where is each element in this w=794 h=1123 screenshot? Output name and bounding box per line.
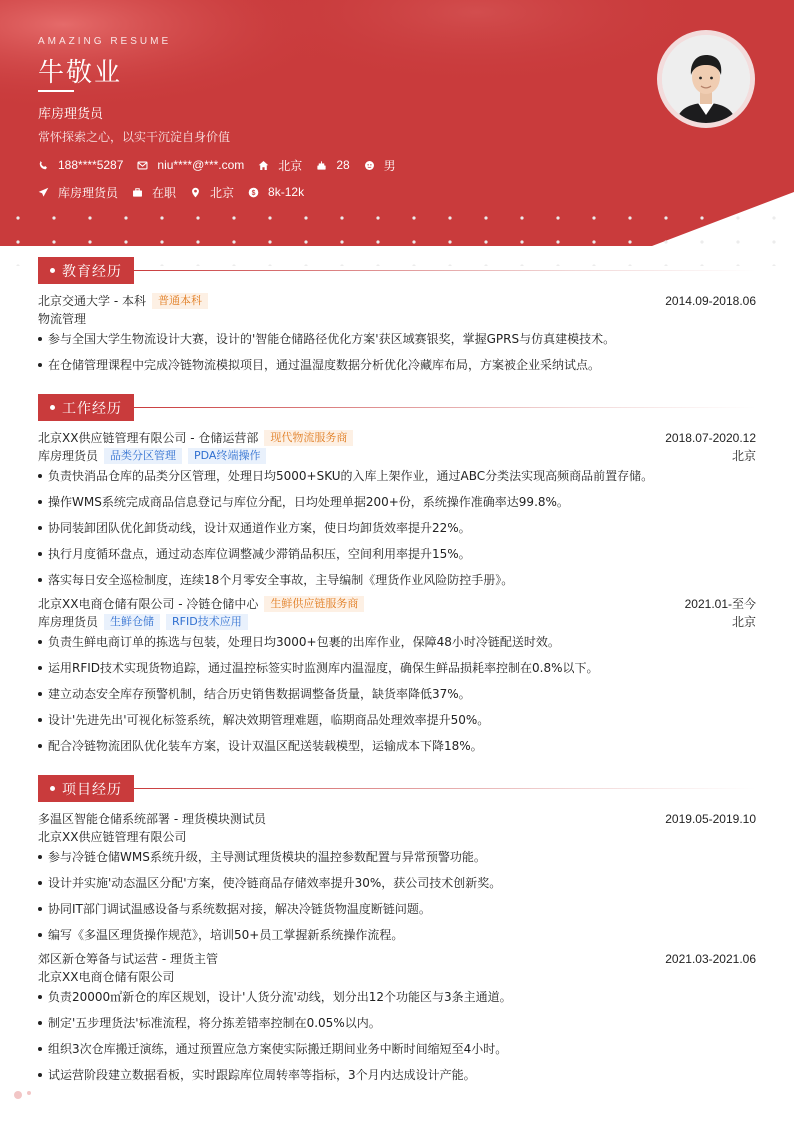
gender-text: 男 — [383, 158, 396, 173]
intent-position-item — [38, 184, 118, 200]
location-pin-icon — [190, 187, 201, 198]
contact-row — [38, 157, 410, 173]
job-role: 库房理货员 — [38, 615, 99, 629]
project-entry — [38, 950, 756, 967]
project-name: 郊区新仓筹备与试运营 - 理货主管 — [38, 952, 218, 966]
list-item: 设计并实施'动态温区分配'方案，使冷链商品存储效率提升30%，获公司技术创新奖。 — [38, 874, 756, 891]
avatar-frame — [657, 30, 755, 128]
list-item: 负责20000㎡新仓的库区规划，设计'人货分流'动线，划分出12个功能区与3条主通道。 — [38, 988, 756, 1005]
job-city: 北京 — [731, 449, 756, 463]
project-section-header — [38, 775, 756, 802]
job-role-line — [38, 613, 756, 630]
hometown-text: 北京 — [278, 158, 303, 173]
job-dates: 2021.01-至今 — [684, 597, 756, 611]
home-icon — [258, 160, 269, 171]
list-item: 建立动态安全库存预警机制，结合历史销售数据调整备货量，缺货率降低37%。 — [38, 685, 756, 702]
project-company-line — [38, 968, 756, 985]
project-heading-tag — [38, 775, 134, 802]
job-title: 库房理货员 — [38, 107, 104, 122]
project-company-line — [38, 828, 756, 845]
email-item — [137, 157, 244, 173]
list-item: 编写《多温区理货操作规范》，培训50+员工掌握新系统操作流程。 — [38, 926, 756, 943]
candidate-name: 牛敬业 — [38, 58, 123, 88]
work-heading: 工作经历 — [62, 400, 122, 417]
company-line: 北京XX供应链管理有限公司 - 仓储运营部 — [38, 431, 259, 445]
gender-icon — [364, 160, 375, 171]
list-item: 落实每日安全巡检制度，连续18个月零安全事故，主导编制《理货作业风险防控手册》。 — [38, 571, 756, 588]
section-divider — [134, 407, 756, 408]
list-item: 配合冷链物流团队优化装车方案，设计双温区配送装载模型，运输成本下降18%。 — [38, 737, 756, 754]
list-item: 协同装卸团队优化卸货动线，设计双通道作业方案，使日均卸货效率提升22%。 — [38, 519, 756, 536]
bullet-dot — [50, 405, 55, 410]
education-heading-tag — [38, 257, 134, 284]
work-heading-tag — [38, 394, 134, 421]
list-item: 设计'先进先出'可视化标签系统，解决效期管理难题，临期商品处理效率提升50%。 — [38, 711, 756, 728]
mail-icon — [137, 160, 148, 171]
intent-city-item — [190, 184, 234, 200]
list-item: 参与全国大学生物流设计大赛，设计的'智能仓储路径优化方案'获区域赛银奖，掌握GPRS与仿真建模技术。 — [38, 330, 756, 347]
intent-city-text: 北京 — [210, 185, 235, 200]
section-divider — [134, 788, 756, 789]
intent-position-text: 库房理货员 — [58, 185, 119, 200]
company-line: 北京XX电商仓储有限公司 - 冷链仓储中心 — [38, 597, 259, 611]
salary-item — [248, 184, 304, 200]
phone-item — [38, 157, 123, 173]
bullet-dot — [50, 268, 55, 273]
list-item: 组织3次仓库搬迁演练，通过预置应急方案使实际搬迁期间业务中断时间缩短至4小时。 — [38, 1040, 756, 1057]
job-entry — [38, 429, 756, 446]
svg-text:$: $ — [251, 189, 256, 197]
education-entry — [38, 292, 756, 309]
major: 物流管理 — [38, 312, 87, 326]
project-dates: 2021.03-2021.06 — [665, 951, 756, 966]
list-item: 负责生鲜电商订单的拣选与包装，处理日均3000+包裹的出库作业，保障48小时冷链配送时效。 — [38, 633, 756, 650]
job-role: 库房理货员 — [38, 449, 99, 463]
school-line: 北京交通大学 - 本科 — [38, 294, 146, 308]
job-entry — [38, 595, 756, 612]
degree-badge: 普通本科 — [152, 293, 208, 309]
decorative-circles — [12, 1088, 42, 1102]
skill-tag: 生鲜仓储 — [104, 614, 160, 630]
education-heading: 教育经历 — [62, 263, 122, 280]
phone-text: 188****5287 — [58, 158, 124, 172]
project-name: 多温区智能仓储系统部署 - 理货模块测试员 — [38, 812, 266, 826]
bullet-dot — [50, 786, 55, 791]
industry-badge: 生鲜供应链服务商 — [264, 596, 364, 612]
list-item: 操作WMS系统完成商品信息登记与库位分配，日均处理单据200+份，系统操作准确率达99.8%。 — [38, 493, 756, 510]
list-item: 在仓储管理课程中完成冷链物流模拟项目，通过温湿度数据分析优化冷藏库布局，方案被企业采纳试点。 — [38, 356, 756, 373]
project-dates: 2019.05-2019.10 — [665, 811, 756, 826]
email-text: niu****@***.com — [157, 158, 245, 172]
phone-icon — [38, 160, 49, 171]
skill-tag: RFID技术应用 — [166, 614, 248, 630]
skill-tag: PDA终端操作 — [188, 448, 266, 464]
status-text: 在职 — [152, 185, 177, 200]
list-item: 负责快消品仓库的品类分区管理，处理日均5000+SKU的入库上架作业，通过ABC分类法实现高频商品前置存储。 — [38, 467, 756, 484]
education-dates: 2014.09-2018.06 — [665, 293, 756, 308]
list-item: 协同IT部门调试温感设备与系统数据对接，解决冷链货物温度断链问题。 — [38, 900, 756, 917]
age-item — [316, 157, 349, 173]
project-company: 北京XX电商仓储有限公司 — [38, 970, 175, 984]
project-company: 北京XX供应链管理有限公司 — [38, 830, 187, 844]
send-icon — [38, 187, 49, 198]
job-dates: 2018.07-2020.12 — [665, 430, 756, 445]
project-entry — [38, 810, 756, 827]
avatar — [662, 35, 750, 123]
job-intent-row — [38, 184, 318, 200]
list-item: 制定'五步理货法'标准流程，将分拣差错率控制在0.05%以内。 — [38, 1014, 756, 1031]
job-role-line — [38, 447, 756, 464]
salary-icon — [248, 187, 259, 198]
work-section-header — [38, 394, 756, 421]
list-item: 运用RFID技术实现货物追踪，通过温控标签实时监测库内温湿度，确保生鲜品损耗率控制在0.8%以下。 — [38, 659, 756, 676]
gender-item — [364, 157, 396, 173]
job-city: 北京 — [731, 615, 756, 629]
age-text: 28 — [336, 158, 350, 172]
briefcase-icon — [132, 187, 143, 198]
section-divider — [134, 270, 756, 271]
skill-tag: 品类分区管理 — [104, 448, 182, 464]
education-section-header — [38, 257, 756, 284]
hometown-item — [258, 157, 302, 173]
profile-photo — [662, 35, 750, 123]
list-item: 试运营阶段建立数据看板，实时跟踪库位周转率等指标，3个月内达成设计产能。 — [38, 1066, 756, 1083]
status-item — [132, 184, 176, 200]
list-item: 执行月度循环盘点，通过动态库位调整减少滞销品积压，空间利用率提升15%。 — [38, 545, 756, 562]
brand-label: AMAZING RESUME — [38, 36, 172, 47]
motto: 常怀探索之心，以实干沉淀自身价值 — [38, 130, 231, 144]
salary-text: 8k-12k — [268, 185, 305, 199]
list-item: 参与冷链仓储WMS系统升级，主导测试理货模块的温控参数配置与异常预警功能。 — [38, 848, 756, 865]
major-line — [38, 310, 756, 327]
project-heading: 项目经历 — [62, 781, 122, 798]
industry-badge: 现代物流服务商 — [264, 430, 353, 446]
name-underline — [38, 90, 74, 92]
cake-icon — [316, 160, 327, 171]
